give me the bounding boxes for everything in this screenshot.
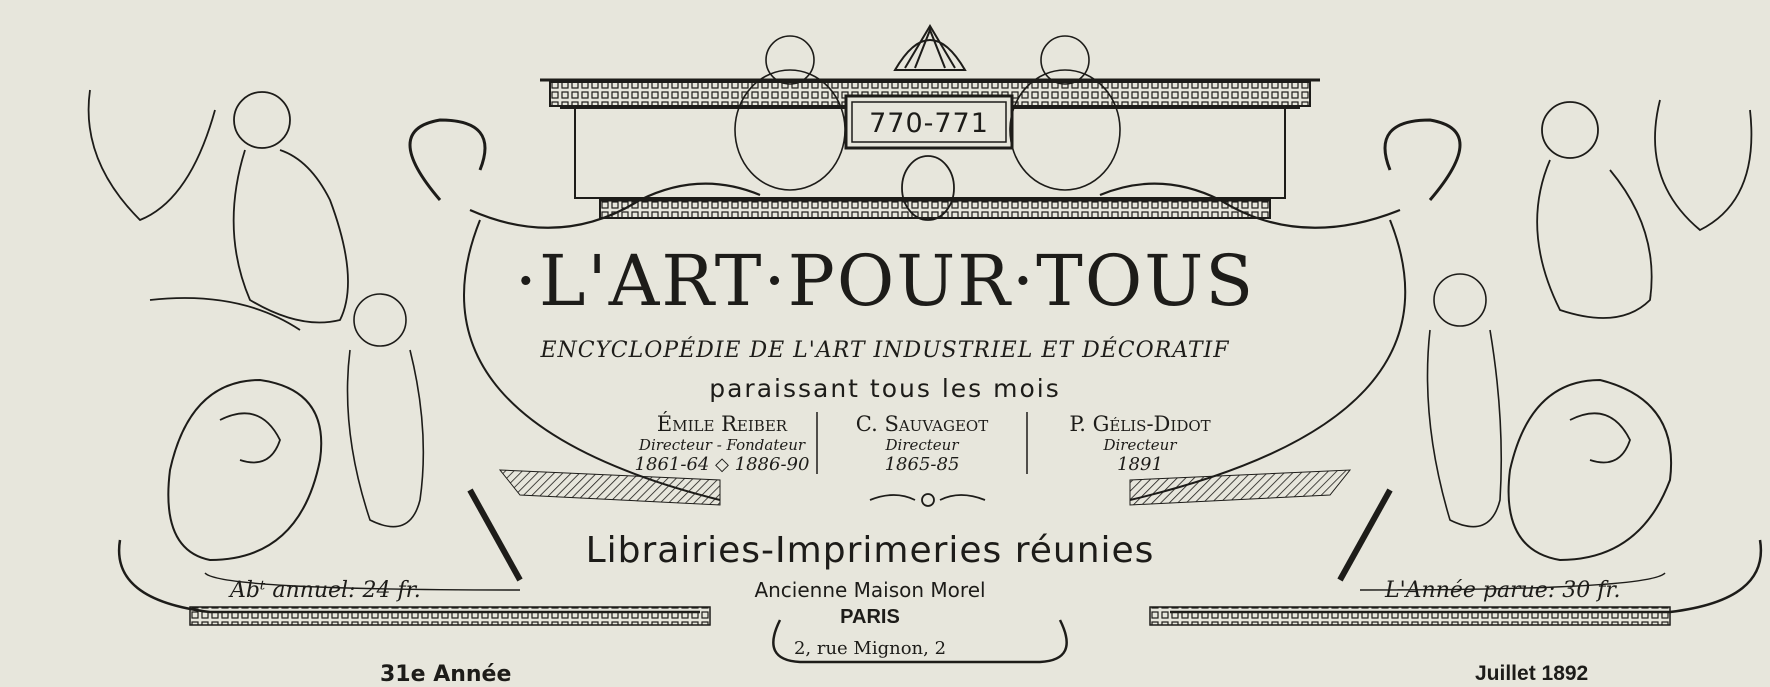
director-sauvageot [856,412,988,475]
publisher-address: 2, rue Mignon, 2 [793,638,947,659]
annual-subscription-price: Abᵗ annuel: 24 fr. [230,578,421,603]
director-years: 1861-64 ◇ 1886-90 [634,454,810,475]
director-role: Directeur - Fondateur [638,436,806,454]
director-role: Directeur [885,436,959,454]
publication-frequency: paraissant tous les mois [709,374,1061,403]
issue-number: 770-771 [869,108,989,139]
issue-date: Juillet 1892 [1475,662,1589,685]
director-name: Émile Reiber [656,412,788,436]
director-years: 1865-85 [884,454,960,475]
past-year-price: L'Année parue: 30 fr. [1385,578,1621,603]
director-name: P. Gélis-Didot [1069,412,1211,436]
volume-label: 31e Année [380,662,512,687]
director-reiber [635,412,810,475]
director-gelis-didot [1069,412,1210,475]
publisher-name: Librairies-Imprimeries réunies [585,530,1155,571]
journal-title: ·L'ART·POUR·TOUS [514,240,1256,322]
journal-subtitle: ENCYCLOPÉDIE DE L'ART INDUSTRIEL ET DÉCORATIF [540,338,1230,363]
director-years: 1891 [1117,454,1163,475]
director-role: Directeur [1103,436,1177,454]
director-name: C. Sauvageot [855,412,989,436]
publisher-city: PARIS [840,606,900,628]
publisher-former-name: Ancienne Maison Morel [754,578,986,602]
